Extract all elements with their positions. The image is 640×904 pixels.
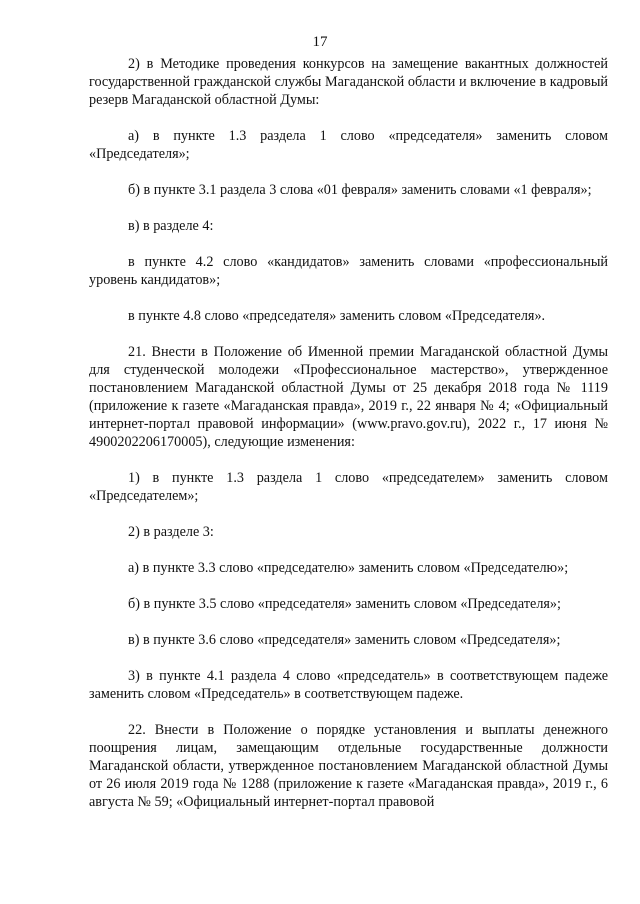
paragraph-section-21: 21. Внести в Положение об Именной премии Магаданской областной Думы для студенческой молодежи «Профессиональное мастерство», утвержденное постановлением Магаданской областной Думы от 25 декабря 2018 года № 1119 (приложение к газете «Магаданская правда», 2019 г., 22 января № 4; «Официальный интернет-портал правовой информации» (www.pravo.gov.ru), 2022 г., 17 июня № 4900202206170005), следующие изменения:	[89, 344, 608, 450]
document-body	[89, 55, 608, 811]
page-number: 17	[312, 34, 328, 50]
paragraph-methodology: 2) в Методике проведения конкурсов на замещение вакантных должностей государственной гражданской службы Магаданской области и включение в кадровый резерв Магаданской областной Думы:	[89, 56, 608, 108]
paragraph-21-item-2b: б) в пункте 3.5 слово «председателя» заменить словом «Председателя»;	[128, 596, 561, 612]
paragraph-21-item-2a: а) в пункте 3.3 слово «председателю» заменить словом «Председателю»;	[128, 560, 569, 576]
paragraph-21-item-1: 1) в пункте 1.3 раздела 1 слово «председателем» заменить словом «Председателем»;	[89, 470, 608, 504]
paragraph-21-item-2v: в) в пункте 3.6 слово «председателя» заменить словом «Председателя»;	[128, 632, 561, 648]
paragraph-21-item-2: 2) в разделе 3:	[128, 524, 214, 540]
paragraph-21-item-3: 3) в пункте 4.1 раздела 4 слово «председатель» в соответствующем падеже заменить словом «Председатель» в соответствующем падеже.	[89, 668, 608, 702]
paragraph-point-4-2: в пункте 4.2 слово «кандидатов» заменить словами «профессиональный уровень кандидатов»;	[89, 254, 608, 288]
paragraph-item-a: а) в пункте 1.3 раздела 1 слово «председателя» заменить словом «Председателя»;	[89, 128, 608, 162]
paragraph-section-22: 22. Внести в Положение о порядке установления и выплаты денежного поощрения лицам, замещающим отдельные государственные должности Магаданской области, утвержденное постановлением Магаданской областной Думы от 26 июля 2019 года № 1288 (приложение к газете «Магаданская правда», 2019 г., 6 августа № 59; «Официальный интернет-портал правовой	[89, 722, 608, 810]
paragraph-item-v: в) в разделе 4:	[128, 218, 214, 234]
paragraph-point-4-8: в пункте 4.8 слово «председателя» заменить словом «Председателя».	[128, 308, 546, 324]
paragraph-item-b: б) в пункте 3.1 раздела 3 слова «01 февраля» заменить словами «1 февраля»;	[128, 182, 592, 198]
